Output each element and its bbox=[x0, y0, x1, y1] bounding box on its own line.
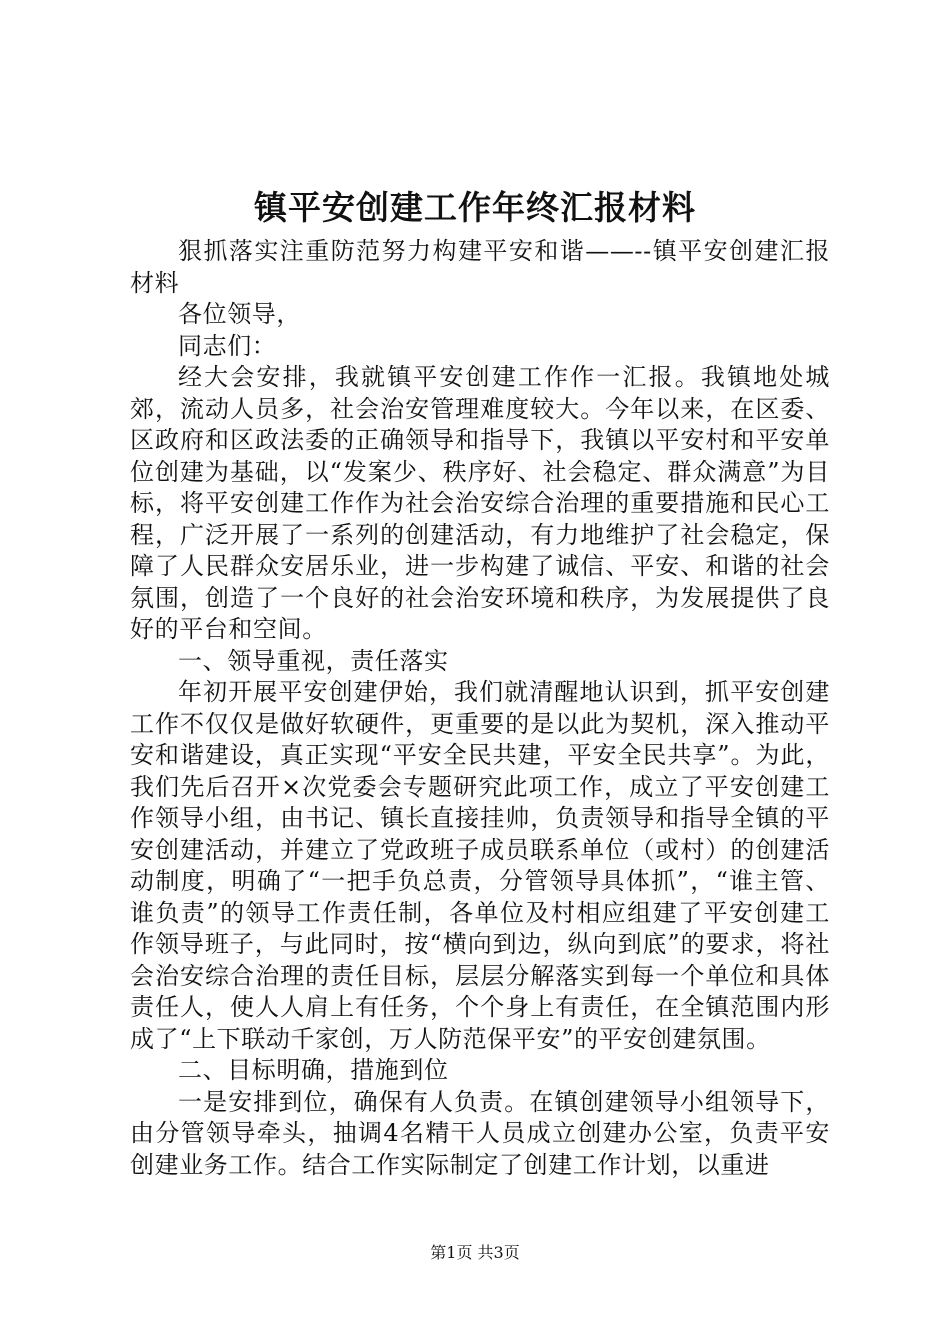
paragraph-salutation-leaders: 各位领导， bbox=[178, 300, 301, 328]
paragraph-subtitle: 狠抓落实注重防范努力构建平安和谐——--镇平安创建汇报材料 bbox=[130, 237, 830, 297]
section-heading-1: 一、领导重视，责任落实 bbox=[178, 646, 449, 675]
document-title: 镇平安创建工作年终汇报材料 bbox=[254, 188, 696, 227]
paragraph-salutation-comrades: 同志们： bbox=[178, 331, 277, 360]
paragraph-intro: 经大会安排，我就镇平安创建工作作一汇报。我镇地处城郊，流动人员多，社会治安管理难度较大。今年以来，在区委、区政府和区政法委的正确领导和指导下，我镇以平安村和平安单位创建为基础，以“发案少、秩序好、社会稳定、群众满意”为目标，将平安创建工作作为社会治安综合治理的重要措施和民心工程，广泛开展了一系列的创建活动，有力地维护了社会稳定，保障了人民群众安居乐业，进一步构建了诚信、平安、和谐的社会氛围，创造了一个良好的社会治安环境和秩序，为发展提供了良好的平台和空间。 bbox=[130, 363, 830, 643]
section-heading-2: 二、目标明确，措施到位 bbox=[178, 1056, 449, 1084]
document-body bbox=[130, 236, 830, 1181]
paragraph-section-2: 一是安排到位，确保有人负责。在镇创建领导小组领导下，由分管领导牵头，抽调4名精干人员成立创建办公室，负责平安创建业务工作。结合工作实际制定了创建工作计划，以重进 bbox=[130, 1087, 830, 1179]
paragraph-section-1: 年初开展平安创建伊始，我们就清醒地认识到，抓平安创建工作不仅仅是做好软硬件，更重要的是以此为契机，深入推动平安和谐建设，真正实现“平安全民共建，平安全民共享”。为此，我们先后召开×次党委会专题研究此项工作，成立了平安创建工作领导小组，由书记、镇长直接挂帅，负责领导和指导全镇的平安创建活动，并建立了党政班子成员联系单位（或村）的创建活动制度，明确了“一把手负总责，分管领导具体抓”，“谁主管、谁负责”的领导工作责任制，各单位及村相应组建了平安创建工作领导班子，与此同时，按“横向到边，纵向到底”的要求，将社会治安综合治理的责任目标，层层分解落实到每一个单位和具体责任人，使人人肩上有任务，个个身上有责任，在全镇范围内形成了“上下联动千家创，万人防范保平安”的平安创建氛围。 bbox=[130, 678, 830, 1053]
page-footer: 第1页 共3页 bbox=[430, 1243, 520, 1262]
